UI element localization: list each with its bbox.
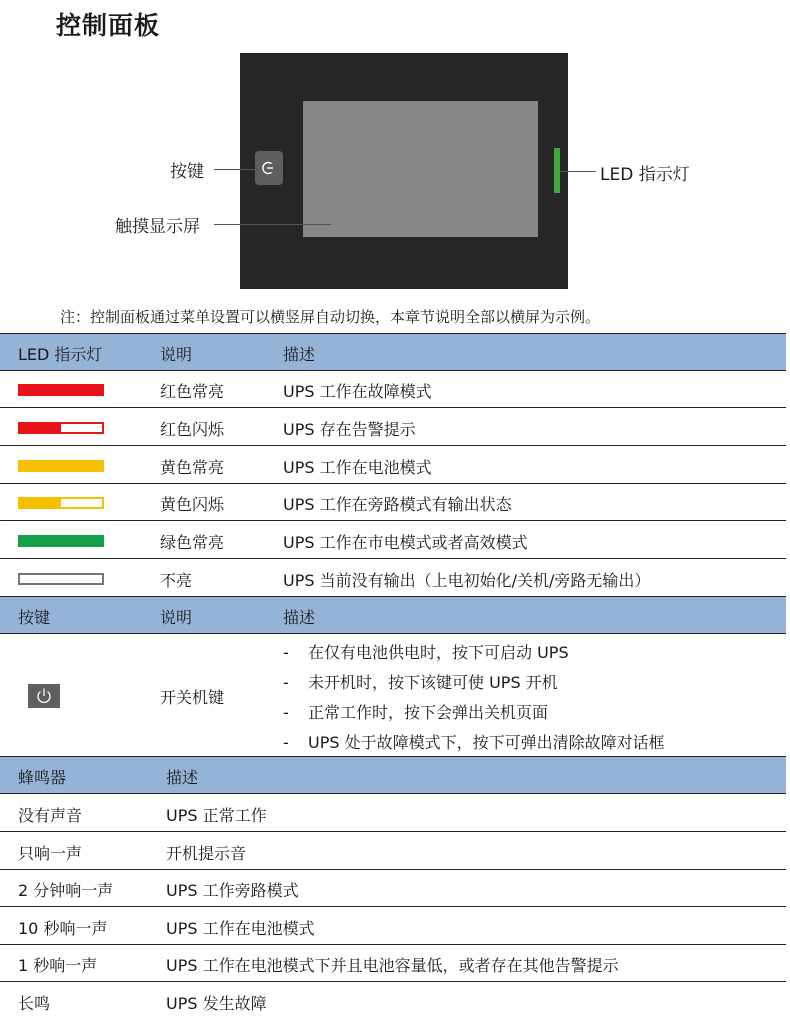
power-key-icon	[28, 684, 60, 708]
led-swatch-green-solid	[18, 535, 104, 547]
buzzer-table-header	[0, 757, 786, 794]
led-callout: LED 指示灯	[600, 165, 690, 185]
bullet-dash: -	[283, 643, 289, 662]
buzzer-table-row	[0, 907, 786, 945]
led-header-state: 说明	[160, 345, 193, 364]
buzzer-sound: 2 分钟响一声	[18, 881, 114, 901]
buzzer-sound: 只响一声	[18, 843, 83, 863]
buzzer-header-desc: 描述	[166, 768, 199, 787]
buzzer-description: UPS 发生故障	[166, 994, 267, 1013]
key-table-row	[0, 634, 786, 757]
key-name: 开关机键	[160, 688, 225, 707]
led-table-row	[0, 408, 786, 446]
bullet-text: UPS 处于故障模式下，按下可弹出清除故障对话框	[308, 733, 665, 752]
led-table-row	[0, 370, 786, 408]
power-icon	[28, 684, 60, 708]
buzzer-table-row	[0, 832, 786, 870]
led-state: 红色常亮	[160, 382, 225, 401]
bullet-text: 未开机时，按下该键可使 UPS 开机	[308, 673, 558, 692]
key-description-item	[283, 640, 665, 670]
key-description-item	[283, 700, 665, 730]
control-panel-figure	[240, 53, 568, 289]
led-state: 不亮	[160, 571, 193, 590]
led-header-desc: 描述	[283, 345, 316, 364]
led-description: UPS 存在告警提示	[283, 419, 416, 439]
led-header-indicator: LED 指示灯	[18, 345, 103, 364]
key-header-desc: 描述	[283, 608, 316, 627]
buzzer-description: UPS 工作在电池模式	[166, 918, 315, 938]
power-icon	[261, 160, 277, 176]
buzzer-description: UPS 工作在电池模式下并且电池容量低，或者存在其他告警提示	[166, 956, 619, 976]
buzzer-sound: 1 秒响一声	[18, 956, 98, 976]
led-table-header	[0, 333, 786, 371]
buzzer-table-row	[0, 982, 786, 1019]
key-description-list	[283, 640, 665, 760]
buzzer-table-row	[0, 869, 786, 907]
bullet-dash: -	[283, 703, 289, 722]
buzzer-sound: 没有声音	[18, 806, 83, 825]
led-callout-line	[560, 171, 596, 172]
led-description: UPS 工作在旁路模式有输出状态	[283, 495, 512, 515]
buzzer-description: UPS 正常工作	[166, 806, 267, 825]
led-table-row	[0, 483, 786, 521]
led-description: UPS 当前没有输出（上电初始化/关机/旁路无输出）	[283, 571, 651, 590]
buzzer-table-row	[0, 944, 786, 982]
power-button	[255, 151, 283, 185]
buzzer-description: 开机提示音	[166, 843, 247, 863]
led-swatch-yellow-blink	[18, 497, 104, 509]
key-description-item	[283, 730, 665, 760]
buzzer-sound: 10 秒响一声	[18, 918, 108, 938]
led-state: 红色闪烁	[160, 419, 225, 439]
screen-callout: 触摸显示屏	[115, 217, 200, 237]
led-description: UPS 工作在故障模式	[283, 382, 432, 401]
led-swatch-red-solid	[18, 384, 104, 396]
led-state: 黄色常亮	[160, 457, 225, 477]
led-description: UPS 工作在市电模式或者高效模式	[283, 533, 528, 553]
buzzer-header-sound: 蜂鸣器	[18, 768, 67, 787]
led-table-row	[0, 559, 786, 597]
note-text: 注：控制面板通过菜单设置可以横竖屏自动切换，本章节说明全部以横屏为示例。	[60, 308, 601, 326]
bullet-text: 正常工作时，按下会弹出关机页面	[308, 703, 549, 722]
led-swatch-off	[18, 573, 104, 585]
bullet-dash: -	[283, 733, 289, 752]
buzzer-sound: 长鸣	[18, 994, 51, 1013]
key-table-header	[0, 597, 786, 634]
led-table-row	[0, 446, 786, 484]
led-table-row	[0, 521, 786, 559]
key-header-state: 说明	[160, 608, 193, 627]
button-callout: 按键	[170, 162, 204, 182]
key-description-item	[283, 670, 665, 700]
buzzer-description: UPS 工作旁路模式	[166, 881, 299, 901]
button-callout-line	[214, 169, 258, 170]
screen-callout-line	[214, 224, 331, 225]
led-state: 黄色闪烁	[160, 495, 225, 515]
key-header-key: 按键	[18, 608, 51, 627]
buzzer-table-row	[0, 794, 786, 832]
touch-screen	[303, 101, 538, 237]
led-state: 绿色常亮	[160, 533, 225, 553]
led-description: UPS 工作在电池模式	[283, 457, 432, 477]
led-swatch-red-blink	[18, 422, 104, 434]
bullet-text: 在仅有电池供电时，按下可启动 UPS	[308, 643, 569, 662]
led-swatch-yellow-solid	[18, 460, 104, 472]
bullet-dash: -	[283, 673, 289, 692]
section-title: 控制面板	[56, 11, 161, 40]
